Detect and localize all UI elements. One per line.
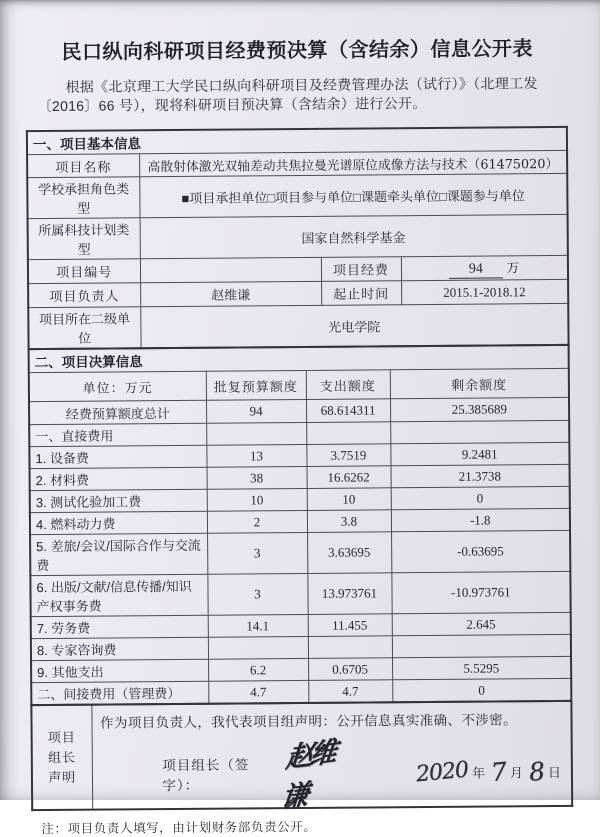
item-label: 5. 差旅/会议/国际合作与交流费 [30, 533, 207, 575]
item-budget: 4.7 [208, 680, 308, 703]
item-budget: 38 [207, 466, 307, 489]
intro-paragraph [37, 74, 553, 116]
total-remaining: 25.385689 [390, 397, 569, 421]
year-char: 年 [472, 765, 486, 781]
item-spent: 3.8 [307, 510, 391, 533]
total-label: 经费预算额度总计 [29, 400, 206, 424]
leader-signature-handwriting: 赵维谦 [279, 736, 336, 815]
funds-unit: 万 [506, 260, 520, 276]
item-remaining: 0 [391, 486, 570, 509]
budget-table [28, 344, 573, 706]
project-funds-value [401, 255, 568, 280]
item-budget: 2 [207, 510, 307, 533]
direct-costs-label: 一、直接费用 [29, 423, 206, 446]
item-label: 4. 燃料动力费 [30, 511, 207, 534]
page-title: 民口纵向科研项目经费预决算（含结余）信息公开表 [61, 38, 534, 64]
plan-type-label: 所属科技计划类型 [28, 218, 140, 260]
intro-line-2: 〔2016〕66 号），现将科研项目预决算（含结余）进行公开。 [37, 94, 427, 115]
date-day-handwritten: 8 [527, 756, 546, 787]
day-char: 日 [547, 764, 561, 780]
empty-cell [390, 420, 569, 443]
declaration-row [31, 701, 572, 810]
item-budget: 6.2 [208, 658, 308, 681]
item-spent [308, 636, 392, 659]
role-type-row [27, 173, 567, 218]
item-label: 9. 其他支出 [31, 659, 208, 682]
project-name-value: 高散射体激光双轴差动共焦拉曼光谱原位成像方法与技术（61475020） [139, 150, 567, 176]
role-type-label: 学校承担角色类型 [27, 177, 139, 219]
empty-cell [306, 422, 390, 445]
plan-type-row [28, 214, 568, 259]
col-approved: 批复预算额度 [206, 370, 306, 400]
role-type-value: ■项目承担单位□项目参与单位□课题牵头单位□课题参与单位 [139, 173, 567, 217]
item-label: 7. 劳务费 [31, 615, 208, 638]
budget-item-row [30, 530, 570, 575]
col-spent: 支出额度 [306, 370, 390, 400]
funds-amount: 94 [449, 261, 503, 278]
item-budget: 13 [206, 444, 306, 467]
item-budget [208, 636, 308, 659]
item-remaining: 2.645 [392, 612, 571, 635]
declaration-table [30, 700, 573, 815]
period-value: 2015.1-2018.12 [401, 279, 568, 304]
secondary-unit-row [28, 303, 568, 349]
project-name-label: 项目名称 [27, 154, 139, 178]
item-spent: 10 [307, 488, 391, 511]
footnote: 注：项目负责人填写，由计划财务部负责公开。 [41, 819, 317, 837]
item-remaining: 9.2481 [390, 442, 569, 465]
item-remaining [392, 634, 571, 657]
handwritten-date [416, 756, 567, 786]
item-spent: 4.7 [308, 680, 392, 703]
item-spent: 16.6262 [307, 466, 391, 489]
declaration-body [91, 701, 572, 815]
item-label: 二、间接费用（管理费） [31, 681, 208, 705]
item-label: 6. 出版/文献/信息传播/知识产权事务费 [30, 574, 207, 616]
item-remaining: -10.973761 [391, 571, 570, 613]
empty-cell [206, 422, 306, 445]
item-remaining: -1.8 [391, 508, 570, 531]
item-budget: 3 [207, 532, 307, 574]
project-number-label: 项目编号 [28, 259, 140, 284]
item-spent: 11.455 [308, 614, 392, 637]
date-year-handwritten: 2020 [414, 756, 470, 787]
col-unit: 单位：万元 [29, 371, 206, 401]
sign-label: 项目组长（签字）： [162, 757, 250, 794]
item-label: 8. 专家咨询费 [31, 637, 208, 660]
plan-type-value: 国家自然科学基金 [140, 214, 568, 258]
item-remaining: 21.3738 [391, 464, 570, 487]
item-remaining: -0.63695 [391, 530, 570, 572]
item-label: 3. 测试化验加工费 [30, 489, 207, 512]
item-label: 1. 设备费 [29, 445, 206, 468]
item-spent: 3.7519 [306, 444, 390, 467]
budget-column-header-row [29, 368, 569, 401]
section2-header: 二、项目决算信息 [29, 345, 569, 373]
budget-item-row [30, 571, 570, 616]
item-spent: 13.973761 [307, 573, 391, 615]
declaration-statement: 作为项目负责人，我代表项目组声明：公开信息真实准确、不涉密。 [99, 712, 518, 731]
secondary-unit-label: 项目所在二级单位 [28, 307, 140, 349]
secondary-unit-value: 光电学院 [140, 303, 568, 348]
month-char: 月 [509, 764, 524, 780]
basic-info-table [26, 126, 570, 350]
item-spent: 0.6705 [308, 658, 392, 681]
project-funds-label: 项目经费 [321, 257, 401, 282]
project-leader-label: 项目负责人 [28, 283, 140, 308]
signature-line [96, 736, 567, 815]
item-label: 2. 材料费 [30, 467, 207, 490]
project-leader-value: 赵维谦 [140, 281, 321, 306]
col-remaining: 剩余额度 [390, 368, 569, 398]
item-remaining: 0 [392, 678, 571, 702]
item-spent: 3.63695 [307, 532, 391, 574]
total-budget: 94 [206, 399, 306, 423]
item-budget: 10 [207, 488, 307, 511]
section1-header: 一、项目基本信息 [27, 127, 567, 155]
item-budget: 3 [207, 573, 307, 615]
item-remaining: 5.5295 [392, 656, 571, 679]
total-spent: 68.614311 [306, 399, 390, 423]
date-month-handwritten: 7 [489, 756, 508, 787]
project-number-value [140, 257, 321, 282]
intro-line-1: 根据《北京理工大学民口纵向科研项目及经费管理办法（试行）》（北理工发 [65, 75, 538, 95]
item-budget: 14.1 [208, 614, 308, 637]
declaration-side-label: 项目 组长 声明 [31, 705, 92, 810]
period-label: 起止时间 [321, 281, 401, 306]
